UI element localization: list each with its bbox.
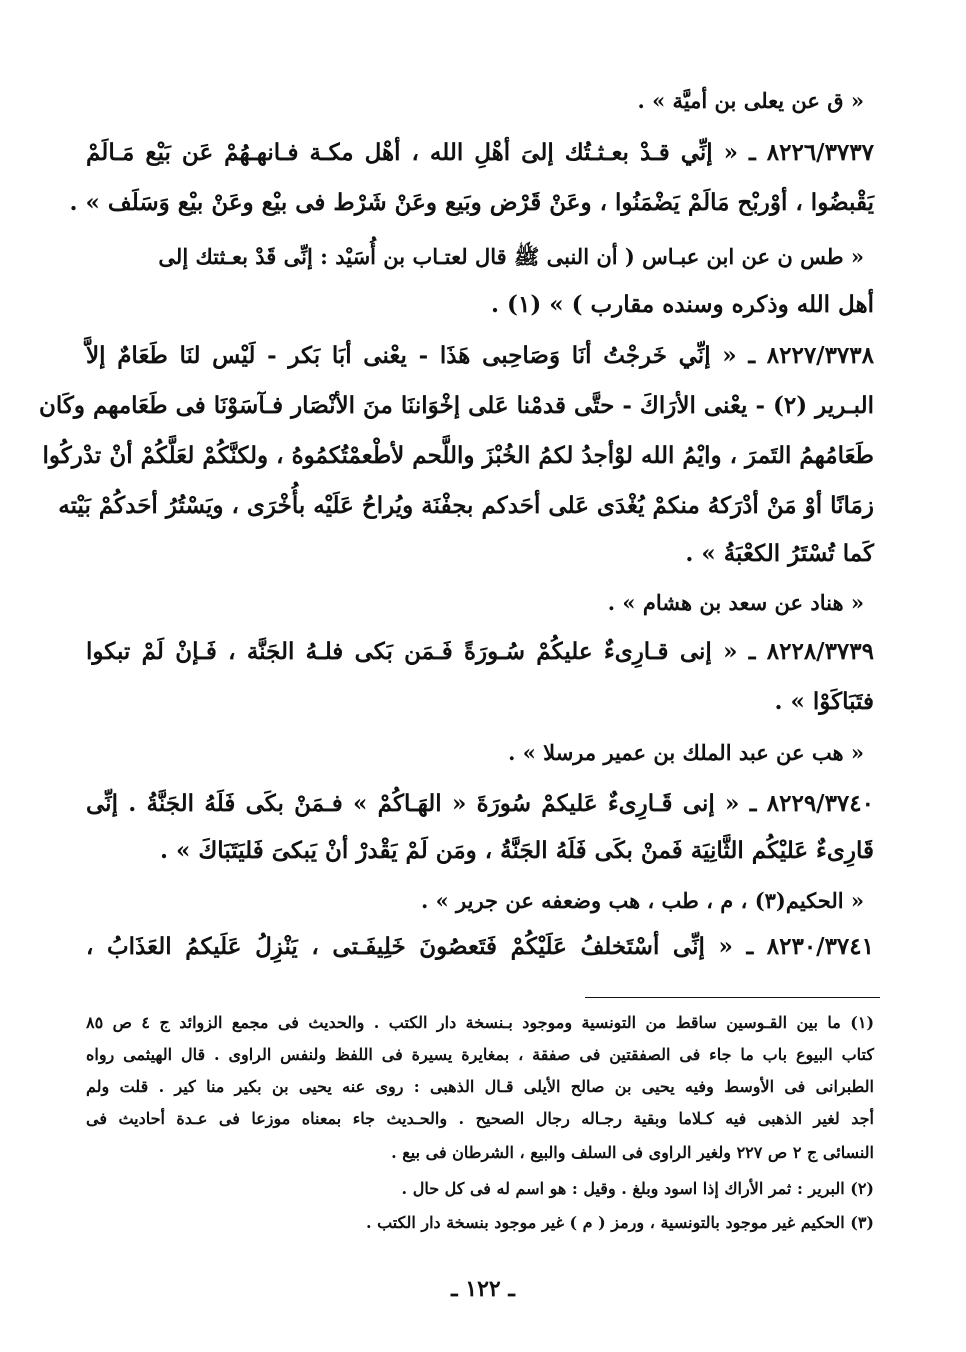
footnote-line: (٢) البرير : ثمر الأراك إذا اسود وبلغ . وقيل : هو اسم له فى كل حال . <box>401 1179 874 1198</box>
source-citation: « هناد عن سعد بن هشام » . <box>607 590 864 615</box>
footnote-line: أجد لغير الذهبى فيه كـلاما وبقية رجـاله رجال الصحيح . والحـديث جاء بمعناه موزعا فى عـدة أحاديث فى <box>86 1109 875 1128</box>
footnote-line: كتاب البيوع باب ما جاء فى الصفقتين فى صفقة ، بمغايرة يسيرة فى اللفظ ولنفس الراوى . قال الهيثمى رواه <box>86 1045 874 1064</box>
source-citation-cont: أهل الله وذكره وسنده مقارب ) » (١) . <box>491 291 874 318</box>
hadith-line: ٨٢٣٠/٣٧٤١ ـ « إنِّى أسْتَخلفُ عَلَيْكُمْ فَتَعصُونَ خَلِيفَـتى ، يَنْزِلُ عَلَيكمُ العَذَابُ ، <box>86 933 874 960</box>
source-citation: « طس ن عن ابن عبـاس ( أن النبى ﷺ قال لعتـاب بن أُسَيْد : إنِّى قَدْ بعـثتك إلى <box>158 244 864 269</box>
hadith-line: ٨٢٢٩/٣٧٤٠ ـ « إنى قَـارِىءٌ عَليكمْ سُورَةَ « الهَـاكُمْ » فـمَنْ بكَى فَلَهُ الجَنَّةُ . إنِّى <box>86 790 874 817</box>
page-number: ـ ١٢٢ ـ <box>451 1276 515 1302</box>
footnote-line: (١) ما بين القـوسين ساقط من التونسية وموجود بـنسخة دار الكتب . والحديث فى مجمع الزوائد ج ٤ ص ٨٥ <box>86 1013 875 1032</box>
source-citation: « هب عن عبد الملك بن عمير مرسلا » . <box>508 740 864 765</box>
source-citation: « الحكيم(٣) ، م ، طب ، هب وضعفه عن جرير » . <box>420 888 864 913</box>
hadith-line: ٨٢٢٨/٣٧٣٩ ـ « إنى قـارِىءٌ عليكُمْ سُـورَةً فَـمَن بَكى فلـهُ الجَنَّة ، فَـإنْ لَمْ تبكوا <box>86 638 874 665</box>
hadith-line: ٨٢٢٧/٣٧٣٨ ـ « إنِّي خَرجْتُ أنَا وَصَاحِبى هَذَا - يعْنى أبَا بَكر - لَيْس لنَا طَعَامٌ إلاَّ <box>86 342 874 369</box>
footnote-divider <box>585 997 880 998</box>
footnote-line: الطبرانى فى الأوسط وفيه يحيى بن صالح الأيلى قـال الذهبى : روى عنه يحيى بن بكير منا كير . قلت ولم <box>86 1077 874 1096</box>
hadith-line: البـرير (٢) - يعْنى الأرَاكَ - حتَّى قدمْنا عَلى إخْوَاننَا منَ الأنْصَار فـآسَوْنَا فى طَعَامهم وكَان <box>38 392 874 419</box>
hadith-line: كَما تُسْتَرُ الكعْبَةُ » . <box>685 540 874 567</box>
footnote-line: النسائى ج ٢ ص ٢٢٧ ولغير الراوى فى السلف والبيع ، الشرطان فى بيع . <box>391 1143 874 1162</box>
hadith-line: زمَانًا أوْ مَنْ أدْرَكهُ منكمْ يُغْدَى عَلى أحَدكم بجفْنَة ويُراحُ عَلَيْه بأُخْرَى ، ويَسْتُرُ أحَدكُمْ بَيْته <box>58 492 874 519</box>
hadith-line: ٨٢٢٦/٣٧٣٧ ـ « إنِّي قـدْ بعـثـتُك إلىَ أهْلِ الله ، أهْل مكـة فـانهـهُمْ عَن بَيْع مَـالَمْ <box>86 139 874 166</box>
source-citation: « ق عن يعلى بن أميَّة » . <box>637 88 864 113</box>
hadith-line: طَعَامُهمُ التَمرَ ، وايْمُ الله لوْأجدُ لكمُ الخُبْزَ واللَّحم لأطْعمْتُكمُوهُ ، ولكنَّكُمْ لعَلَّكُمْ أنْ تدْركُوا <box>42 442 874 469</box>
hadith-line: يَقْبضُوا ، أوْربْح مَالَمْ يَضْمَنُوا ، وعَنْ قَرْض وبَيع وعَنْ شَرْط فى بيْع وعَنْ بيْع وَسَلَف » . <box>69 189 874 216</box>
hadith-line: قَارِىءٌ عَليْكُم الثَّانِيَة فَمنْ بكَى فَلَهُ الجَنَّةُ ، ومَن لَمْ يَقْدرْ أنْ يَبكىَ فَليَتَبَاكَ » . <box>159 837 874 864</box>
footnote-line: (٣) الحكيم غير موجود بالتونسية ، ورمز ( م ) غير موجود بنسخة دار الكتب . <box>365 1213 874 1232</box>
hadith-line: فتَبَاكَوْا » . <box>774 688 874 715</box>
